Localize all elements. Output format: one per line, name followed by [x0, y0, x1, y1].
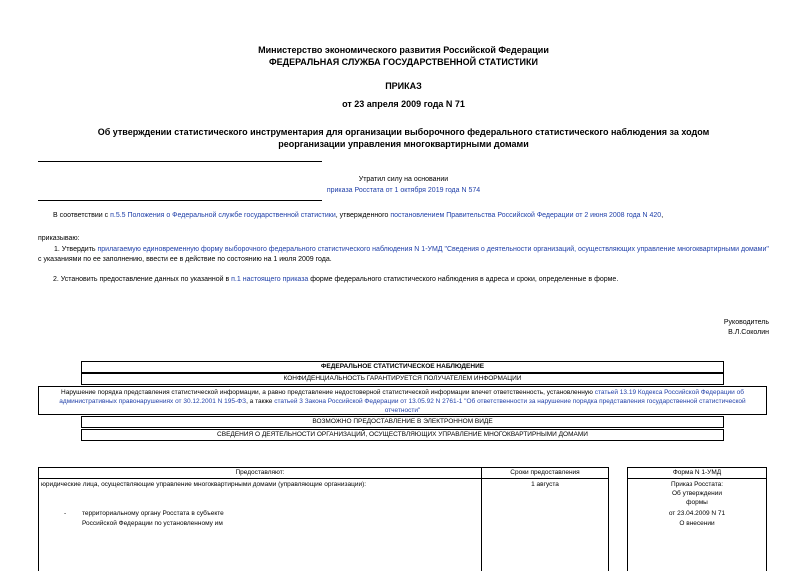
- item-2-end: форме федерального статистического наблюдения в адреса и сроки, определенные в форме.: [308, 276, 619, 283]
- form-info-amendment: О внесении: [679, 520, 715, 527]
- row-2-bullet: -: [64, 510, 67, 517]
- form-info-approval: Об утверждении: [671, 490, 723, 497]
- lost-force-basis-link[interactable]: приказа Росстата от 1 октября 2019 года N 574: [326, 187, 481, 194]
- form-title-box: СВЕДЕНИЯ О ДЕЯТЕЛЬНОСТИ ОРГАНИЗАЦИЙ, ОСУЩЕСТВЛЯЮЩИХ УПРАВЛЕНИЕ МНОГОКВАРТИРНЫМИ ДОМАМИ: [81, 429, 724, 441]
- table-header-divider: [38, 478, 609, 479]
- deadline-header: Сроки предоставления: [510, 469, 580, 476]
- document-type: ПРИКАЗ: [385, 81, 422, 91]
- preamble-start: В соответствии с: [53, 212, 111, 219]
- form-info-form: формы: [686, 499, 708, 506]
- violation-notice-box: [38, 386, 767, 415]
- resolution-link[interactable]: постановлением Правительства Российской Федерации от 2 июня 2008 года N 420: [390, 212, 662, 219]
- order-word: приказываю:: [38, 235, 80, 242]
- item-1-start: 1. Утвердить: [54, 246, 98, 253]
- divider-top: [38, 161, 322, 162]
- preamble-mid: , утвержденного: [335, 212, 391, 219]
- violation-start: Нарушение порядка представления статистической информации, а равно представление недостоверной статистической информации влечет ответственность, установленную: [61, 389, 595, 396]
- electronic-submission-box: ВОЗМОЖНО ПРЕДОСТАВЛЕНИЕ В ЭЛЕКТРОННОМ ВИДЕ: [81, 416, 724, 428]
- preamble-paragraph: [53, 211, 773, 221]
- service-title: ФЕДЕРАЛЬНАЯ СЛУЖБА ГОСУДАРСТВЕННОЙ СТАТИСТИКИ: [269, 57, 538, 67]
- lost-force-note: Утратил силу на основании: [358, 176, 449, 183]
- law-link[interactable]: статьей 3 Закона Российской Федерации от 13.05.92 N 2761-1 "Об ответственности за нарушение порядка представления государственной статистической отчетности": [274, 398, 746, 414]
- form-header-divider: [627, 478, 767, 479]
- item-1-paragraph: [38, 245, 772, 265]
- order-point-link[interactable]: п.1 настоящего приказа: [231, 276, 309, 283]
- row-1-deadline: 1 августа: [531, 481, 559, 488]
- document-date: от 23 апреля 2009 года N 71: [342, 99, 465, 109]
- form-link[interactable]: прилагаемую единовременную форму выборочного федерального статистического наблюдения N 1-УМД "Сведения о деятельности организаций, осуществляющих управление многоквартирными домами": [97, 246, 769, 253]
- row-2-line-1: территориальному органу Росстата в субъекте: [82, 510, 224, 517]
- item-1-end: с указаниями по ее заполнению, ввести ее в действие по состоянию на 1 июля 2009 года.: [38, 256, 332, 263]
- row-2-line-2: Российской Федерации по установленному им: [82, 520, 223, 527]
- provides-header: Предоставляют:: [235, 469, 285, 476]
- preamble-end: ,: [661, 212, 664, 219]
- signature-position: Руководитель: [723, 319, 769, 326]
- violation-mid: , а также: [246, 398, 275, 405]
- document-subject: Об утверждении статистического инструментария для организации выборочного федерального статистического наблюдения за ходом реорганизации управления многоквартирными домами: [97, 127, 710, 149]
- divider-bottom: [38, 200, 322, 201]
- ministry-title: Министерство экономического развития Российской Федерации: [258, 45, 549, 55]
- form-info-date: от 23.04.2009 N 71: [668, 510, 726, 517]
- item-2-start: 2. Установить предоставление данных по указанной в: [53, 276, 232, 283]
- row-1-provides: юридические лица, осуществляющие управление многоквартирными домами (управляющие организации):: [41, 481, 367, 488]
- form-info-order: Приказ Росстата:: [670, 481, 724, 488]
- admin-code-link[interactable]: статьей 13.19 Кодекса Российской Федерации об административных правонарушениях от 30.12.2001 N 195-ФЗ: [59, 389, 744, 405]
- confidentiality-box: КОНФИДЕНЦИАЛЬНОСТЬ ГАРАНТИРУЕТСЯ ПОЛУЧАТЕЛЕМ ИНФОРМАЦИИ: [81, 373, 724, 385]
- item-2-paragraph: [53, 275, 773, 285]
- form-number-header: Форма N 1-УМД: [672, 469, 722, 476]
- federal-observation-box: ФЕДЕРАЛЬНОЕ СТАТИСТИЧЕСКОЕ НАБЛЮДЕНИЕ: [81, 361, 724, 373]
- signature-name: В.Л.Соколин: [728, 329, 769, 336]
- regulation-link[interactable]: п.5.5 Положения о Федеральной службе государственной статистики: [110, 212, 336, 219]
